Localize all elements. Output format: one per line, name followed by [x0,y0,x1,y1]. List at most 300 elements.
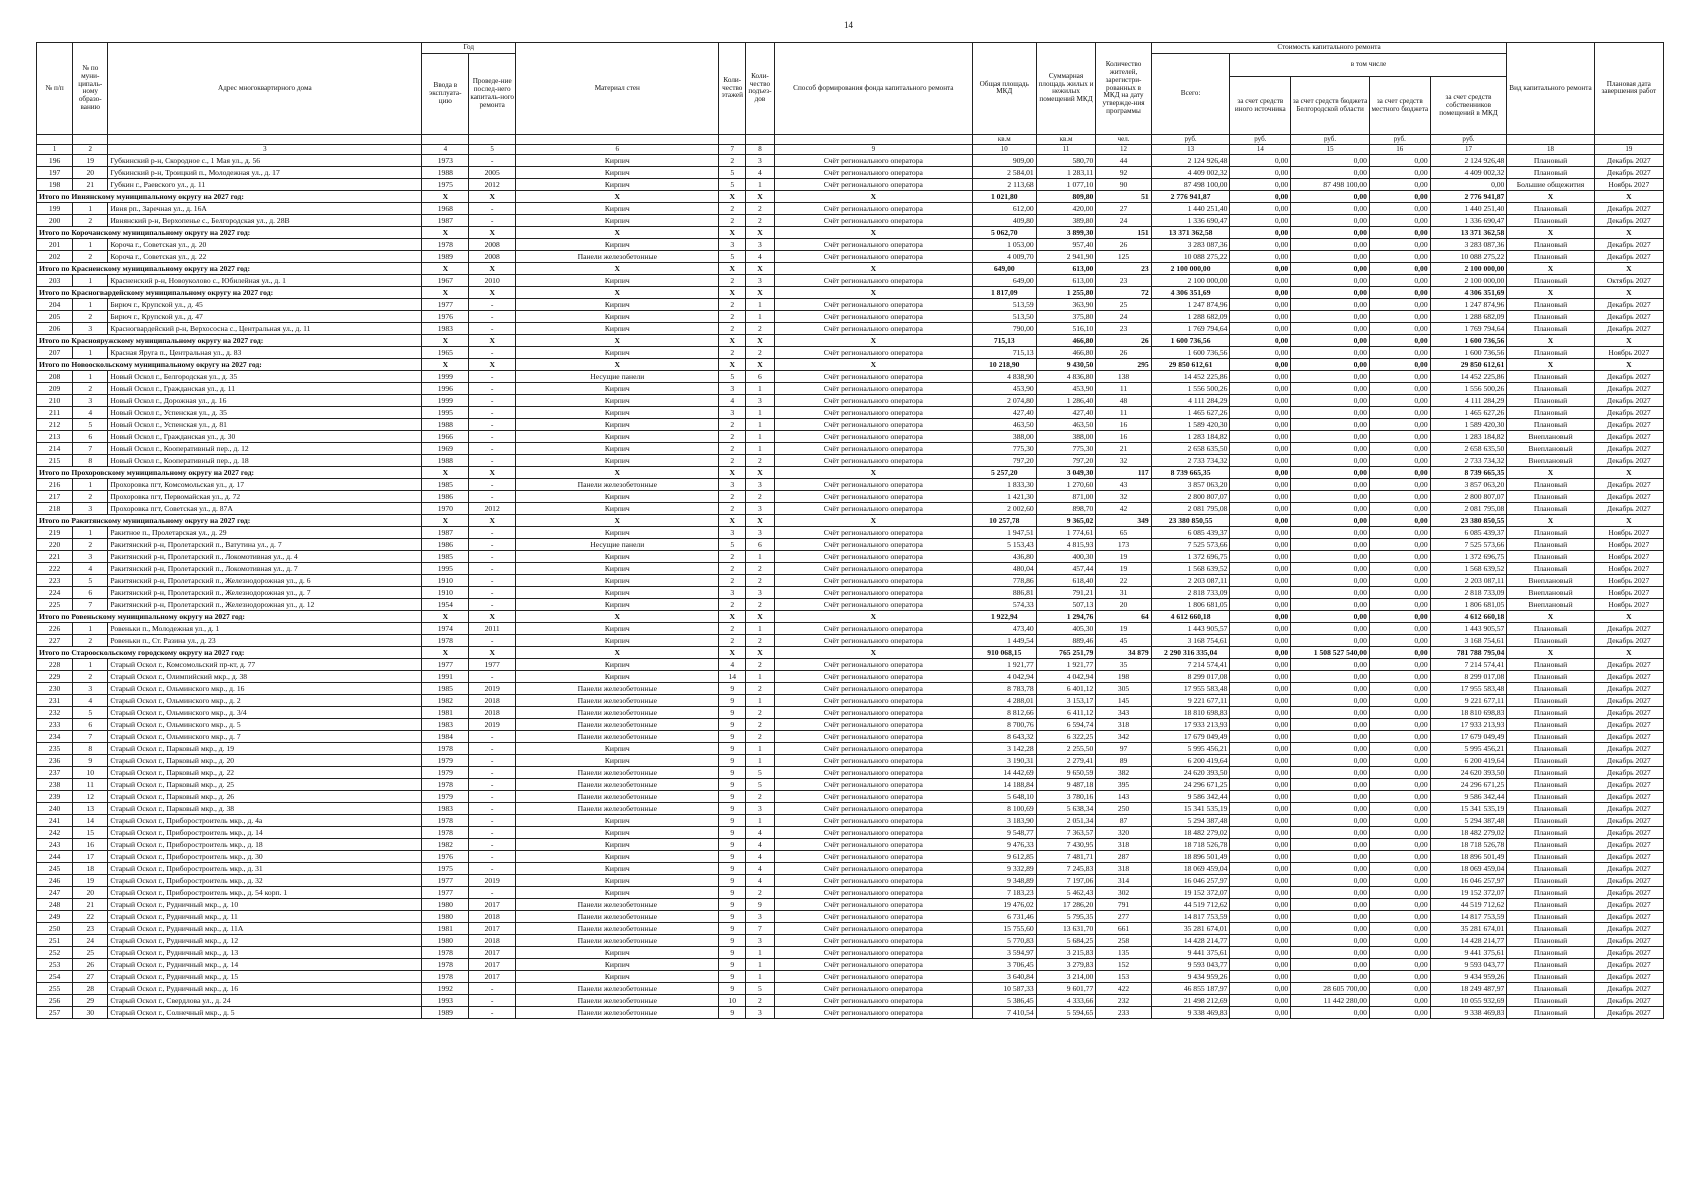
table-cell: 4 409 002,32 [1151,166,1230,178]
subtotal-cell: 0,00 [1291,358,1370,370]
subtotal-cell: 0,00 [1230,190,1291,202]
subtotal-cell: X [1507,646,1594,658]
table-cell: 1981 [422,706,469,718]
table-cell: 3 [73,502,108,514]
table-cell: 251 [37,934,73,946]
table-cell: 0,00 [1230,946,1291,958]
table-cell: Счёт регионального оператора [774,874,972,886]
subtotal-cell: X [774,190,972,202]
subtotal-cell: 5 257,20 [972,466,1036,478]
table-cell: Кирпич [516,406,719,418]
table-cell: 24 [73,934,108,946]
table-cell: 203 [37,274,73,286]
table-row [37,838,1664,850]
table-cell: 453,90 [1036,382,1096,394]
table-cell: Старый Оскол г., Ольминского мкр., д. 7 [108,730,422,742]
subtotal-cell: X [422,286,469,298]
table-cell: 23 [1096,274,1151,286]
subtotal-cell: X [516,514,719,526]
table-cell: 8 [73,454,108,466]
table-cell: Плановый [1507,418,1594,430]
table-cell: 0,00 [1230,730,1291,742]
table-cell: 5 294 387,48 [1151,814,1230,826]
subtotal-cell: X [1507,334,1594,346]
table-cell: Кирпич [516,526,719,538]
table-cell: 1999 [422,394,469,406]
table-cell: 19 [1096,622,1151,634]
table-cell: 216 [37,478,73,490]
table-cell: - [469,538,516,550]
table-cell: 1 [746,958,775,970]
table-cell: 14 188,84 [972,778,1036,790]
subtotal-cell: X [422,466,469,478]
table-cell: 0,00 [1230,922,1291,934]
table-cell: Декабрь 2027 [1594,910,1663,922]
table-cell: 5 [746,766,775,778]
subtotal-cell: X [1507,466,1594,478]
subtotal-cell: 0,00 [1369,610,1430,622]
header-src-region: за счет средств бюджета Белгородской области [1291,77,1370,135]
table-cell: 2 203 087,11 [1430,574,1507,586]
table-cell: 2 [719,598,746,610]
table-cell: 28 605 700,00 [1291,982,1370,994]
table-cell: Ровеньки п., Ст. Разина ул., д. 23 [108,634,422,646]
table-cell: 18 [73,862,108,874]
table-cell: 0,00 [1369,874,1430,886]
table-cell: - [469,994,516,1006]
subtotal-cell: X [469,610,516,622]
table-cell: 258 [1096,934,1151,946]
table-row [37,862,1664,874]
table-cell: 0,00 [1230,958,1291,970]
table-cell: 2 124 926,48 [1430,154,1507,166]
table-cell: Счёт регионального оператора [774,178,972,190]
table-cell: 2 [719,322,746,334]
table-cell: - [469,454,516,466]
table-cell: Старый Оскол г., Приборостроитель мкр., д. 18 [108,838,422,850]
header-cost-group: Стоимость капитального ремонта [1151,43,1507,54]
table-cell: 2 [719,454,746,466]
table-cell: 0,00 [1291,742,1370,754]
subtotal-cell: X [516,262,719,274]
table-cell: 24 620 393,50 [1151,766,1230,778]
table-cell: Декабрь 2027 [1594,994,1663,1006]
subtotal-row [37,358,1664,370]
table-cell: 245 [37,862,73,874]
subtotal-cell: 10 257,78 [972,514,1036,526]
header-entrances: Коли-чество подъез-дов [746,43,775,135]
table-cell: 9 [719,706,746,718]
table-cell: Панели железобетонные [516,790,719,802]
table-cell: 405,30 [1036,622,1096,634]
table-cell: 1 [746,550,775,562]
table-cell: 473,40 [972,622,1036,634]
table-row [37,322,1664,334]
table-cell: 2008 [469,238,516,250]
table-cell: 44 519 712,62 [1151,898,1230,910]
table-cell: 8 783,78 [972,682,1036,694]
table-cell: Ракитянский р-н, Пролетарский п., Локомотивная ул., д. 7 [108,562,422,574]
table-cell: 612,00 [972,202,1036,214]
table-cell: 200 [37,214,73,226]
table-cell: 0,00 [1291,754,1370,766]
table-cell: Старый Оскол г., Ольминского мкр., д. 2 [108,694,422,706]
table-cell: Счёт регионального оператора [774,634,972,646]
table-cell: Декабрь 2027 [1594,202,1663,214]
table-cell: 0,00 [1291,670,1370,682]
table-cell: 3 279,83 [1036,958,1096,970]
table-cell: Счёт регионального оператора [774,490,972,502]
table-cell: 2018 [469,706,516,718]
table-cell: 14 428 214,77 [1430,934,1507,946]
table-cell: Короча г., Советская ул., д. 22 [108,250,422,262]
table-cell: Кирпич [516,394,719,406]
table-cell: 30 [73,1006,108,1018]
unit-cell [1594,134,1663,144]
table-cell: Кирпич [516,754,719,766]
table-cell: 886,81 [972,586,1036,598]
subtotal-cell: X [422,610,469,622]
table-cell: Внеплановый [1507,430,1594,442]
table-cell: 480,04 [972,562,1036,574]
table-cell: Старый Оскол г., Олимпийский мкр., д. 38 [108,670,422,682]
table-cell: 4 [719,658,746,670]
table-cell: - [469,394,516,406]
table-cell: Плановый [1507,502,1594,514]
table-cell: Счёт регионального оператора [774,706,972,718]
subtotal-cell: 2 290 316 335,04 [1151,646,1230,658]
table-cell: 0,00 [1230,406,1291,418]
table-cell: Кирпич [516,958,719,970]
subtotal-cell: 151 [1096,226,1151,238]
table-cell: Старый Оскол г., Парковый мкр., д. 19 [108,742,422,754]
table-cell: Новый Оскол г., Успенская ул., д. 81 [108,418,422,430]
table-cell: Декабрь 2027 [1594,982,1663,994]
table-cell: 0,00 [1291,802,1370,814]
table-cell: 1 336 690,47 [1430,214,1507,226]
table-cell: 202 [37,250,73,262]
table-cell: 7 [73,442,108,454]
subtotal-cell: X [422,190,469,202]
table-cell: 1988 [422,166,469,178]
table-cell: 2 [746,886,775,898]
table-cell: 2 081 795,08 [1151,502,1230,514]
table-cell: 10 088 275,22 [1151,250,1230,262]
table-cell: Панели железобетонные [516,682,719,694]
table-cell: Декабрь 2027 [1594,502,1663,514]
table-cell: 1 336 690,47 [1151,214,1230,226]
table-cell: - [469,406,516,418]
table-row [37,166,1664,178]
table-cell: Плановый [1507,490,1594,502]
unit-cell: чел. [1096,134,1151,144]
table-cell: 4 111 284,29 [1151,394,1230,406]
table-cell: 342 [1096,730,1151,742]
table-cell: Старый Оскол г., Рудничный мкр., д. 11 [108,910,422,922]
table-cell: 9 [719,886,746,898]
table-cell: 1 283 184,82 [1430,430,1507,442]
table-cell: 0,00 [1291,730,1370,742]
table-cell: 3 [719,586,746,598]
table-cell: Старый Оскол г., Свердлова ул., д. 24 [108,994,422,1006]
table-cell: Декабрь 2027 [1594,310,1663,322]
table-cell: Декабрь 2027 [1594,970,1663,982]
table-cell: 0,00 [1291,598,1370,610]
table-cell: 9 348,89 [972,874,1036,886]
table-cell: 256 [37,994,73,1006]
table-row [37,826,1664,838]
table-cell: 3 [73,550,108,562]
table-cell: 225 [37,598,73,610]
table-cell: 1 556 500,26 [1151,382,1230,394]
subtotal-cell: X [774,610,972,622]
subtotal-label: Итого по Новооскольскому муниципальному округу на 2027 год: [37,358,422,370]
table-row [37,406,1664,418]
table-cell: 1977 [422,886,469,898]
table-cell: Панели железобетонные [516,910,719,922]
table-cell: 135 [1096,946,1151,958]
table-cell: Декабрь 2027 [1594,826,1663,838]
subtotal-cell: 0,00 [1369,190,1430,202]
subtotal-cell: X [516,334,719,346]
table-cell: Декабрь 2027 [1594,730,1663,742]
table-cell: Плановый [1507,346,1594,358]
subtotal-cell: 649,00 [972,262,1036,274]
table-cell: 87 498 100,00 [1151,178,1230,190]
table-cell: 9 612,85 [972,850,1036,862]
table-cell: 0,00 [1369,502,1430,514]
table-cell: 0,00 [1230,598,1291,610]
table-cell: Декабрь 2027 [1594,298,1663,310]
table-cell: Старый Оскол г., Рудничный мкр., д. 13 [108,946,422,958]
table-cell: 7 430,95 [1036,838,1096,850]
table-row [37,874,1664,886]
table-cell: 199 [37,202,73,214]
table-cell: Декабрь 2027 [1594,478,1663,490]
table-cell: 513,50 [972,310,1036,322]
subtotal-cell: 1 600 736,56 [1151,334,1230,346]
table-row [37,634,1664,646]
table-cell: 0,00 [1369,850,1430,862]
table-cell: Несущие панели [516,538,719,550]
table-cell: 2 [746,994,775,1006]
table-cell: 7 [73,598,108,610]
table-cell: 797,20 [972,454,1036,466]
table-cell: 1 443 905,57 [1430,622,1507,634]
table-cell: 2 [73,490,108,502]
table-cell: 0,00 [1291,790,1370,802]
subtotal-cell: X [469,646,516,658]
header-deadline: Плановая дата завершения работ [1594,43,1663,135]
table-cell: Декабрь 2027 [1594,898,1663,910]
table-cell: Плановый [1507,166,1594,178]
table-cell: 65 [1096,526,1151,538]
table-cell: 9 441 375,61 [1430,946,1507,958]
table-cell: 3 283 087,36 [1151,238,1230,250]
table-cell: Панели железобетонные [516,250,719,262]
column-number: 1 [37,144,73,154]
table-cell: 9 [719,874,746,886]
table-row [37,502,1664,514]
header-src-local: за счет средств местного бюджета [1369,77,1430,135]
table-cell: 661 [1096,922,1151,934]
table-cell: 7 363,57 [1036,826,1096,838]
table-cell: Плановый [1507,838,1594,850]
table-cell: 5 770,83 [972,934,1036,946]
table-cell: - [469,802,516,814]
table-row [37,202,1664,214]
table-cell: 0,00 [1369,910,1430,922]
table-cell: 1970 [422,502,469,514]
table-cell: 1 283,11 [1036,166,1096,178]
table-cell: Счёт регионального оператора [774,862,972,874]
table-row [37,982,1664,994]
table-cell: 2 [746,718,775,730]
table-cell: Счёт регионального оператора [774,718,972,730]
table-cell: 9 221 677,11 [1151,694,1230,706]
table-cell: 0,00 [1369,526,1430,538]
subtotal-cell: X [719,190,746,202]
table-cell: 1982 [422,694,469,706]
table-cell: 1975 [422,862,469,874]
unit-cell: кв.м [1036,134,1096,144]
table-cell: Декабрь 2027 [1594,790,1663,802]
table-row [37,670,1664,682]
table-cell: 463,50 [1036,418,1096,430]
table-cell: - [469,562,516,574]
table-cell: 9 [719,802,746,814]
table-cell: 3 [719,478,746,490]
subtotal-cell: X [1594,190,1663,202]
subtotal-cell: 3 049,30 [1036,466,1096,478]
table-cell: 0,00 [1291,838,1370,850]
table-cell: Декабрь 2027 [1594,934,1663,946]
table-cell: 0,00 [1230,874,1291,886]
table-cell: 8 643,32 [972,730,1036,742]
subtotal-cell: X [746,466,775,478]
table-cell: 0,00 [1369,718,1430,730]
table-cell: 1984 [422,730,469,742]
table-cell: 0,00 [1369,946,1430,958]
table-cell: 233 [37,718,73,730]
table-cell: 0,00 [1230,214,1291,226]
table-cell: 1 286,40 [1036,394,1096,406]
table-cell: 43 [1096,478,1151,490]
table-row [37,946,1664,958]
table-cell: 6 [73,586,108,598]
table-cell: 5 995 456,21 [1430,742,1507,754]
table-cell: Плановый [1507,898,1594,910]
table-cell: Губкинский р-н, Троицкий п., Молодежная ул., д. 17 [108,166,422,178]
table-cell: 252 [37,946,73,958]
table-cell: 0,00 [1369,634,1430,646]
table-cell: Плановый [1507,718,1594,730]
table-cell: Декабрь 2027 [1594,490,1663,502]
table-cell: 0,00 [1291,658,1370,670]
table-cell: Кирпич [516,238,719,250]
table-cell: 4 [746,826,775,838]
table-cell: 0,00 [1230,910,1291,922]
table-cell: Кирпич [516,814,719,826]
subtotal-label: Итого по Красненскому муниципальному округу на 2027 год: [37,262,422,274]
subtotal-cell: 9 365,02 [1036,514,1096,526]
table-cell: Декабрь 2027 [1594,406,1663,418]
table-cell: - [469,982,516,994]
table-cell: 5 [719,538,746,550]
table-cell: 0,00 [1369,670,1430,682]
table-cell: - [469,298,516,310]
table-cell: - [469,370,516,382]
table-cell: 25 [1096,298,1151,310]
table-cell: Кирпич [516,274,719,286]
table-cell: 0,00 [1230,982,1291,994]
table-cell: 8 812,66 [972,706,1036,718]
table-cell: Кирпич [516,346,719,358]
table-cell: 4 288,01 [972,694,1036,706]
table-cell: 1980 [422,934,469,946]
subtotal-label: Итого по Ровеньскому муниципальному округу на 2027 год: [37,610,422,622]
subtotal-cell: 0,00 [1291,514,1370,526]
table-cell: 0,00 [1291,970,1370,982]
table-cell: 453,90 [972,382,1036,394]
table-cell: 9 [719,850,746,862]
column-number: 17 [1430,144,1507,154]
header-repair-type: Вид капитального ремонта [1507,43,1594,135]
table-cell: 1983 [422,718,469,730]
table-cell: Бирюч г., Крупской ул., д. 47 [108,310,422,322]
table-cell: 2 [719,502,746,514]
table-cell: Счёт регионального оператора [774,682,972,694]
table-cell: 17 679 049,49 [1151,730,1230,742]
table-cell: Плановый [1507,634,1594,646]
subtotal-cell: X [774,646,972,658]
table-cell: Декабрь 2027 [1594,778,1663,790]
table-cell: 0,00 [1230,658,1291,670]
table-cell: 2 [73,310,108,322]
table-row [37,754,1664,766]
table-cell: 0,00 [1230,166,1291,178]
table-cell: 0,00 [1291,154,1370,166]
table-row [37,310,1664,322]
table-cell: 0,00 [1230,886,1291,898]
table-cell: 153 [1096,970,1151,982]
subtotal-cell: X [422,646,469,658]
table-cell: 0,00 [1369,430,1430,442]
table-cell: 9 [719,694,746,706]
table-cell: Декабрь 2027 [1594,454,1663,466]
column-number: 14 [1230,144,1291,154]
table-cell: 9 [719,862,746,874]
subtotal-cell: X [516,646,719,658]
subtotal-cell: 0,00 [1230,358,1291,370]
table-cell: Счёт регионального оператора [774,478,972,490]
table-cell: 3 [746,274,775,286]
subtotal-cell: 295 [1096,358,1151,370]
table-cell: Декабрь 2027 [1594,166,1663,178]
table-cell: 1 443 905,57 [1151,622,1230,634]
table-cell: - [469,214,516,226]
table-cell: 14 452 225,86 [1151,370,1230,382]
table-cell: 790,00 [972,322,1036,334]
table-cell: Внеплановый [1507,598,1594,610]
table-cell: 775,30 [1036,442,1096,454]
table-cell: 220 [37,538,73,550]
subtotal-cell: 781 788 795,04 [1430,646,1507,658]
table-cell: 9 [719,970,746,982]
table-cell: 0,00 [1230,442,1291,454]
table-cell: 18 482 279,02 [1430,826,1507,838]
table-cell: 9 [719,814,746,826]
